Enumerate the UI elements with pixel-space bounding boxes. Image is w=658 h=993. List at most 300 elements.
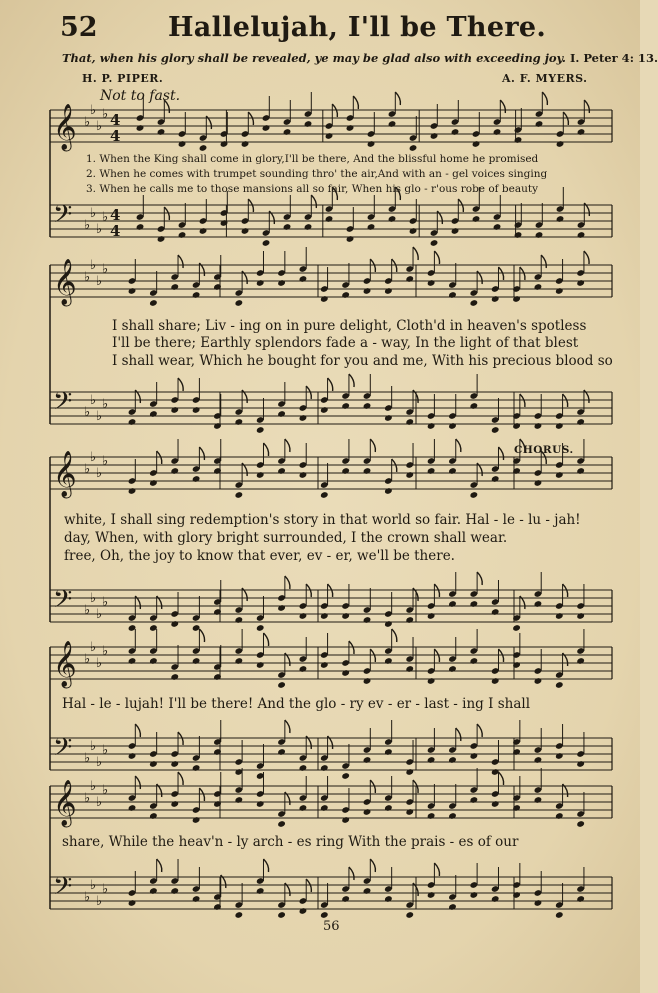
- note-head: [405, 911, 414, 919]
- flat-icon: ♭: [96, 656, 103, 671]
- treble-clef-icon: 𝄞: [53, 780, 77, 826]
- note-head: [128, 287, 137, 295]
- note-head: [235, 491, 244, 499]
- note-head: [320, 764, 329, 772]
- note-head: [367, 140, 376, 148]
- flat-icon: ♭: [102, 454, 109, 469]
- flat-icon: ♭: [90, 779, 97, 794]
- flat-icon: ♭: [96, 274, 103, 289]
- note-head: [341, 895, 350, 903]
- flat-icon: ♭: [102, 644, 109, 659]
- note-head: [128, 487, 137, 495]
- note-head: [427, 279, 436, 287]
- note-head: [220, 219, 229, 227]
- note-head: [304, 120, 313, 128]
- time-signature-bottom: 4: [110, 222, 121, 240]
- flat-icon: ♭: [102, 882, 109, 897]
- note-head: [346, 124, 355, 132]
- note-head: [170, 800, 179, 808]
- flat-icon: ♭: [84, 603, 91, 618]
- note-head: [491, 426, 500, 434]
- note-head: [448, 812, 457, 820]
- note-head: [384, 804, 393, 812]
- flat-icon: ♭: [102, 743, 109, 758]
- note-head: [363, 677, 372, 685]
- note-head: [430, 132, 439, 140]
- note-head: [192, 764, 201, 772]
- note-flag: [542, 92, 547, 105]
- note-head: [534, 600, 543, 608]
- note-head: [304, 223, 313, 231]
- note-head: [451, 128, 460, 136]
- note-flag: [263, 443, 268, 456]
- scripture-text: That, when his glory shall be revealed, ye may be glad also with exceeding joy.: [62, 51, 566, 65]
- note-flag: [434, 863, 439, 876]
- note-head: [405, 768, 414, 776]
- note-head: [149, 760, 158, 768]
- note-head: [470, 491, 479, 499]
- note-head: [555, 812, 564, 820]
- note-head: [470, 299, 479, 307]
- flat-icon: ♭: [102, 107, 109, 122]
- note-head: [128, 657, 137, 665]
- note-flag: [164, 100, 169, 113]
- note-head: [491, 895, 500, 903]
- treble-clef-icon: 𝄞: [53, 259, 77, 305]
- note-head: [136, 124, 145, 132]
- note-head: [341, 402, 350, 410]
- note-head: [448, 291, 457, 299]
- note-head: [405, 665, 414, 673]
- page-number: 56: [323, 919, 340, 934]
- note-head: [470, 796, 479, 804]
- note-head: [277, 681, 286, 689]
- note-flag: [199, 629, 204, 642]
- note-head: [170, 620, 179, 628]
- note-head: [178, 231, 187, 239]
- note-flag: [135, 776, 140, 789]
- note-head: [192, 895, 201, 903]
- flat-icon: ♭: [90, 206, 97, 221]
- time-signature-top: 4: [110, 206, 121, 224]
- note-head: [534, 899, 543, 907]
- note-head: [555, 681, 564, 689]
- note-head: [320, 295, 329, 303]
- note-head: [170, 760, 179, 768]
- flat-icon: ♭: [84, 890, 91, 905]
- note-head: [534, 756, 543, 764]
- note-head: [157, 128, 166, 136]
- flat-icon: ♭: [84, 115, 91, 130]
- note-head: [256, 887, 265, 895]
- flat-icon: ♭: [84, 218, 91, 233]
- note-head: [170, 887, 179, 895]
- note-head: [576, 820, 585, 828]
- flat-icon: ♭: [84, 270, 91, 285]
- note-flag: [199, 447, 204, 460]
- note-head: [534, 479, 543, 487]
- scripture-reference: I. Peter 4: 13.: [569, 51, 658, 65]
- note-head: [534, 796, 543, 804]
- note-head: [299, 665, 308, 673]
- note-head: [320, 661, 329, 669]
- note-head: [262, 239, 271, 247]
- note-flag: [477, 572, 482, 585]
- flat-icon: ♭: [90, 450, 97, 465]
- note-flag: [285, 720, 290, 733]
- note-head: [299, 612, 308, 620]
- note-head: [299, 275, 308, 283]
- note-flag: [413, 247, 418, 260]
- flat-icon: ♭: [96, 119, 103, 134]
- note-flag: [498, 772, 503, 785]
- flat-icon: ♭: [102, 397, 109, 412]
- flat-icon: ♭: [84, 791, 91, 806]
- chorus-label: CHORUS.: [514, 444, 574, 456]
- note-head: [427, 677, 436, 685]
- lyric-line: 2. When he comes with trumpet sounding thro' the air,And with an - gel voices singing: [86, 168, 548, 180]
- note-head: [170, 283, 179, 291]
- note-head: [451, 227, 460, 235]
- note-head: [576, 279, 585, 287]
- note-head: [299, 471, 308, 479]
- note-head: [346, 235, 355, 243]
- note-head: [512, 624, 521, 632]
- note-head: [235, 418, 244, 426]
- note-head: [128, 899, 137, 907]
- note-flag: [520, 439, 525, 452]
- note-head: [299, 414, 308, 422]
- note-head: [241, 140, 250, 148]
- note-head: [363, 808, 372, 816]
- note-head: [157, 235, 166, 243]
- note-head: [283, 223, 292, 231]
- note-head: [534, 677, 543, 685]
- flat-icon: ♭: [84, 751, 91, 766]
- note-flag: [349, 374, 354, 387]
- note-flag: [311, 195, 316, 208]
- note-head: [448, 600, 457, 608]
- note-head: [149, 299, 158, 307]
- note-head: [149, 887, 158, 895]
- note-head: [149, 410, 158, 418]
- flat-icon: ♭: [90, 640, 97, 655]
- note-head: [577, 231, 586, 239]
- note-flag: [500, 100, 505, 113]
- note-head: [320, 911, 329, 919]
- note-head: [388, 215, 397, 223]
- lyric-line: share, While the heav'n - ly arch - es ring With the prais - es of our: [62, 834, 519, 850]
- note-head: [192, 291, 201, 299]
- note-head: [405, 418, 414, 426]
- note-head: [576, 418, 585, 426]
- note-head: [235, 911, 244, 919]
- flat-icon: ♭: [102, 210, 109, 225]
- note-head: [448, 903, 457, 911]
- note-head: [534, 283, 543, 291]
- note-flag: [353, 96, 358, 109]
- note-head: [405, 808, 414, 816]
- note-head: [170, 406, 179, 414]
- note-flag: [392, 629, 397, 642]
- note-head: [555, 422, 564, 430]
- note-head: [448, 467, 457, 475]
- note-head: [363, 467, 372, 475]
- note-head: [363, 287, 372, 295]
- lyric-line: 3. When he calls me to those mansions all so fair, When his glo - r'ous robe of beauty: [86, 183, 539, 195]
- note-head: [277, 410, 286, 418]
- note-head: [128, 804, 137, 812]
- note-flag: [263, 633, 268, 646]
- note-head: [576, 895, 585, 903]
- note-head: [320, 406, 329, 414]
- note-flag: [157, 859, 162, 872]
- note-head: [577, 128, 586, 136]
- note-head: [491, 608, 500, 616]
- note-head: [405, 471, 414, 479]
- note-flag: [395, 92, 400, 105]
- note-flag: [584, 251, 589, 264]
- flat-icon: ♭: [90, 103, 97, 118]
- note-head: [384, 414, 393, 422]
- note-head: [241, 227, 250, 235]
- note-head: [262, 124, 271, 132]
- note-head: [409, 227, 418, 235]
- note-head: [470, 402, 479, 410]
- note-head: [576, 467, 585, 475]
- note-flag: [370, 439, 375, 452]
- note-head: [470, 752, 479, 760]
- note-head: [277, 467, 286, 475]
- note-head: [199, 227, 208, 235]
- note-flag: [584, 100, 589, 113]
- note-flag: [178, 378, 183, 391]
- note-head: [149, 479, 158, 487]
- note-head: [384, 487, 393, 495]
- hymn-number: 52: [60, 12, 98, 43]
- note-flag: [285, 576, 290, 589]
- bass-clef-icon: 𝄢: [53, 585, 73, 620]
- note-head: [192, 406, 201, 414]
- note-flag: [456, 728, 461, 741]
- note-head: [427, 756, 436, 764]
- note-head: [555, 752, 564, 760]
- flat-icon: ♭: [90, 739, 97, 754]
- lyric-line: I shall wear, Which he bought for you and me, With his precious blood so: [112, 353, 613, 369]
- note-head: [277, 820, 286, 828]
- note-head: [170, 673, 179, 681]
- note-head: [491, 295, 500, 303]
- note-head: [576, 657, 585, 665]
- note-head: [534, 422, 543, 430]
- flat-icon: ♭: [90, 878, 97, 893]
- note-head: [491, 800, 500, 808]
- note-head: [427, 467, 436, 475]
- note-head: [470, 891, 479, 899]
- note-head: [430, 239, 439, 247]
- note-flag: [370, 859, 375, 872]
- note-head: [384, 895, 393, 903]
- note-head: [427, 612, 436, 620]
- note-head: [235, 796, 244, 804]
- lyric-line: Hal - le - lujah! I'll be there! And the glo - ry ev - er - last - ing I shall: [62, 696, 531, 712]
- hymn-title: Hallelujah, I'll be There.: [168, 12, 547, 43]
- treble-clef-icon: 𝄞: [53, 641, 77, 687]
- note-head: [556, 215, 565, 223]
- note-head: [388, 120, 397, 128]
- treble-clef-icon: 𝄞: [53, 104, 77, 150]
- flat-icon: ♭: [96, 466, 103, 481]
- note-head: [320, 612, 329, 620]
- note-head: [448, 665, 457, 673]
- flat-icon: ♭: [96, 607, 103, 622]
- note-head: [277, 911, 286, 919]
- note-head: [277, 748, 286, 756]
- note-head: [256, 800, 265, 808]
- note-flag: [541, 255, 546, 268]
- lyric-line: day, When, with glory bright surrounded, I the crown shall wear.: [64, 530, 508, 546]
- note-head: [384, 748, 393, 756]
- note-head: [341, 669, 350, 677]
- note-head: [256, 279, 265, 287]
- note-flag: [498, 447, 503, 460]
- note-head: [576, 760, 585, 768]
- flat-icon: ♭: [96, 409, 103, 424]
- composer-credit: A. F. MYERS.: [502, 72, 588, 85]
- treble-clef-icon: 𝄞: [53, 451, 77, 497]
- flat-icon: ♭: [84, 405, 91, 420]
- note-head: [256, 624, 265, 632]
- note-head: [493, 223, 502, 231]
- tempo-marking: Not to fast.: [100, 88, 181, 104]
- note-head: [363, 402, 372, 410]
- flat-icon: ♭: [96, 222, 103, 237]
- flat-icon: ♭: [96, 755, 103, 770]
- flat-icon: ♭: [84, 462, 91, 477]
- flat-icon: ♭: [96, 795, 103, 810]
- note-head: [299, 907, 308, 915]
- note-head: [128, 418, 137, 426]
- note-flag: [263, 859, 268, 872]
- bass-clef-icon: 𝄢: [53, 200, 73, 235]
- note-head: [363, 756, 372, 764]
- note-head: [192, 475, 201, 483]
- note-head: [341, 467, 350, 475]
- note-head: [384, 620, 393, 628]
- note-head: [576, 612, 585, 620]
- note-head: [320, 804, 329, 812]
- note-head: [235, 657, 244, 665]
- note-head: [277, 604, 286, 612]
- note-head: [363, 616, 372, 624]
- note-head: [341, 612, 350, 620]
- note-head: [472, 140, 481, 148]
- note-head: [299, 764, 308, 772]
- flat-icon: ♭: [90, 393, 97, 408]
- note-head: [325, 215, 334, 223]
- note-head: [470, 657, 479, 665]
- note-head: [235, 616, 244, 624]
- note-head: [555, 287, 564, 295]
- time-signature-bottom: 4: [110, 127, 121, 145]
- note-head: [299, 804, 308, 812]
- note-head: [409, 144, 418, 152]
- lyric-line: I'll be there; Earthly splendors fade a - way, In the light of that blest: [112, 335, 579, 351]
- lyricist-credit: H. P. PIPER.: [82, 72, 164, 85]
- note-head: [535, 120, 544, 128]
- note-head: [470, 600, 479, 608]
- note-head: [320, 491, 329, 499]
- note-head: [448, 756, 457, 764]
- note-flag: [328, 378, 333, 391]
- note-head: [384, 287, 393, 295]
- note-head: [427, 812, 436, 820]
- note-head: [493, 128, 502, 136]
- note-head: [128, 752, 137, 760]
- note-head: [199, 144, 208, 152]
- note-flag: [477, 724, 482, 737]
- bass-clef-icon: 𝄢: [53, 387, 73, 422]
- note-head: [277, 279, 286, 287]
- bass-clef-icon: 𝄢: [53, 872, 73, 907]
- note-flag: [178, 772, 183, 785]
- note-head: [491, 677, 500, 685]
- note-head: [170, 467, 179, 475]
- lyric-line: white, I shall sing redemption's story in that world so fair. Hal - le - lu - jah!: [64, 512, 581, 528]
- note-flag: [285, 439, 290, 452]
- lyric-line: 1. When the King shall come in glory,I'll be there, And the blissful home he promised: [86, 153, 539, 165]
- lyric-line: free, Oh, the joy to know that ever, ev - er, we'll be there.: [64, 548, 455, 564]
- note-flag: [456, 439, 461, 452]
- note-head: [514, 136, 523, 144]
- note-head: [491, 475, 500, 483]
- flat-icon: ♭: [90, 258, 97, 273]
- note-head: [192, 816, 201, 824]
- note-head: [384, 657, 393, 665]
- note-head: [136, 223, 145, 231]
- note-flag: [434, 251, 439, 264]
- note-head: [535, 231, 544, 239]
- note-head: [149, 812, 158, 820]
- note-head: [192, 657, 201, 665]
- note-head: [341, 291, 350, 299]
- flat-icon: ♭: [102, 595, 109, 610]
- note-head: [235, 299, 244, 307]
- bass-clef-icon: 𝄢: [53, 733, 73, 768]
- flat-icon: ♭: [102, 262, 109, 277]
- note-head: [283, 128, 292, 136]
- flat-icon: ♭: [96, 894, 103, 909]
- note-head: [256, 471, 265, 479]
- note-head: [472, 215, 481, 223]
- lyric-line: I shall share; Liv - ing on in pure delight, Cloth'd in heaven's spotless: [112, 318, 587, 334]
- flat-icon: ♭: [84, 652, 91, 667]
- note-head: [367, 223, 376, 231]
- note-flag: [135, 724, 140, 737]
- note-flag: [178, 255, 183, 268]
- note-head: [556, 140, 565, 148]
- note-flag: [349, 867, 354, 880]
- note-head: [405, 616, 414, 624]
- note-head: [325, 132, 334, 140]
- note-head: [220, 140, 229, 148]
- note-head: [178, 140, 187, 148]
- note-head: [256, 426, 265, 434]
- note-head: [405, 275, 414, 283]
- time-signature-top: 4: [110, 111, 121, 129]
- note-head: [555, 471, 564, 479]
- flat-icon: ♭: [102, 783, 109, 798]
